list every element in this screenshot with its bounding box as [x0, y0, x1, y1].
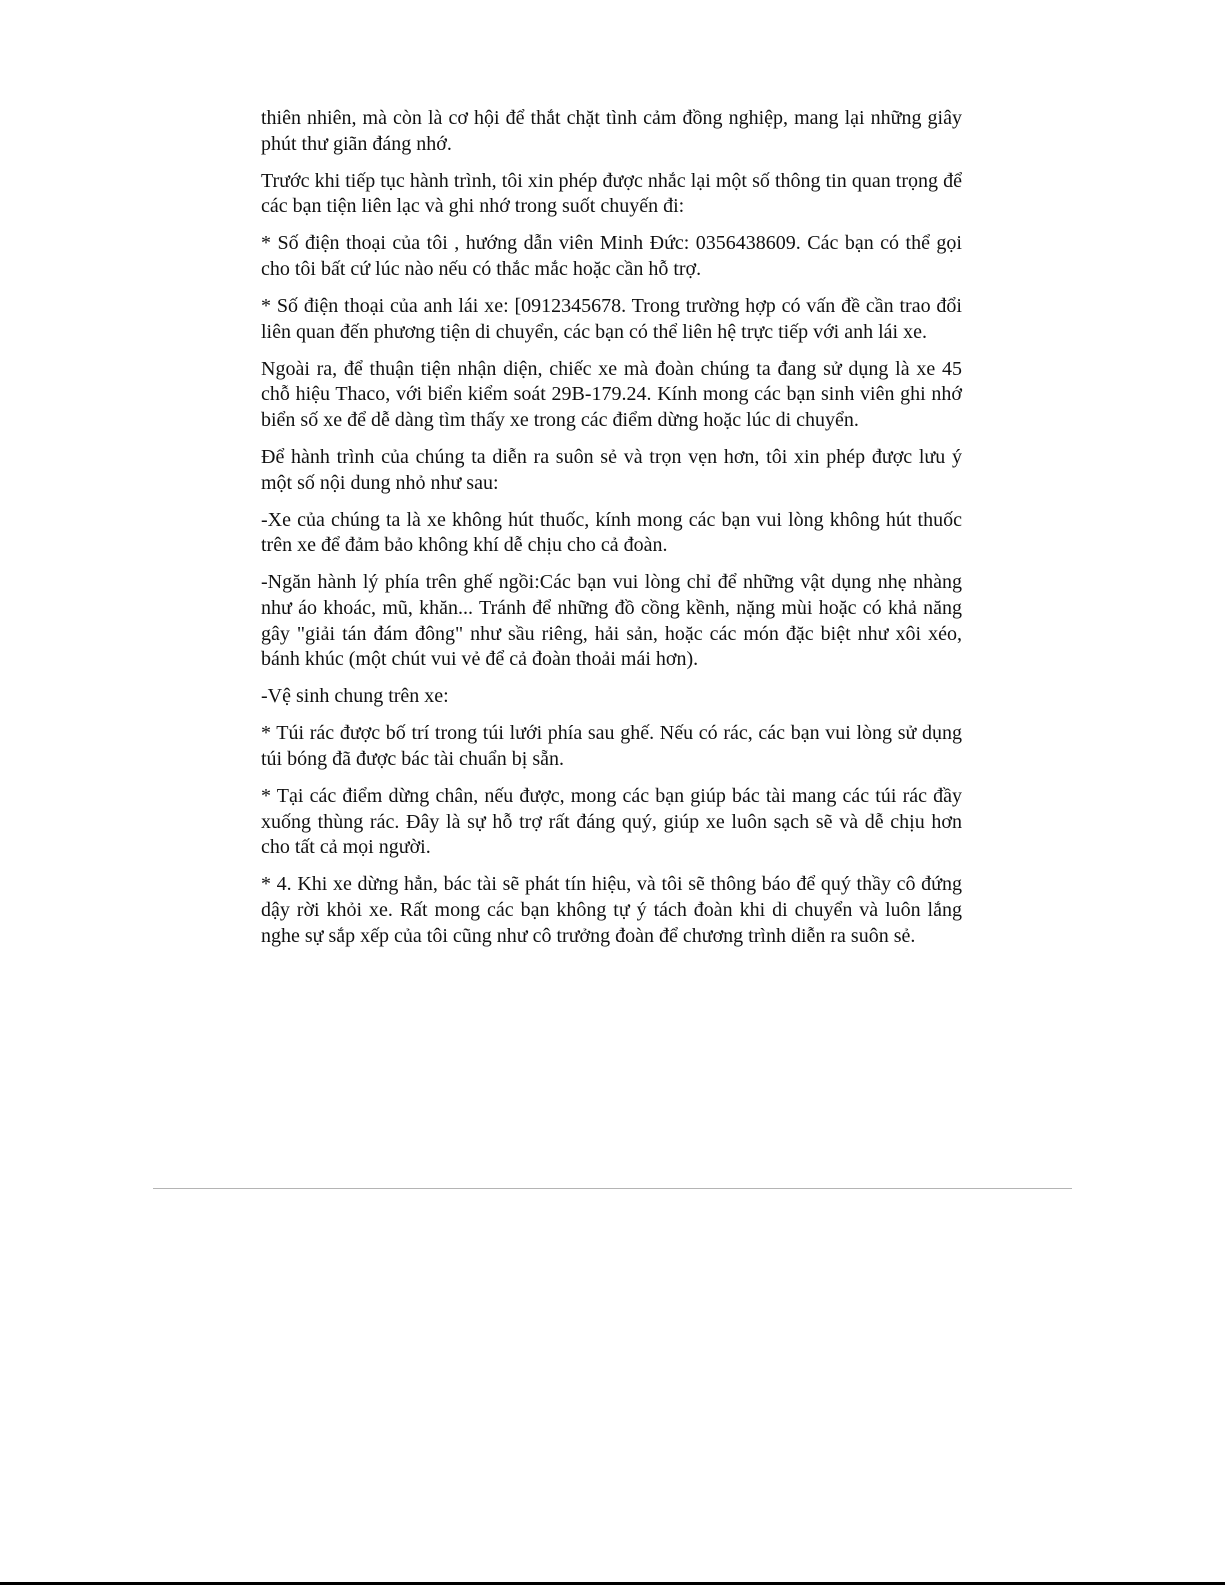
paragraph-driver-phone: * Số điện thoại của anh lái xe: [0912345678. Trong trường hợp có vấn đề cần trao đổi liên quan đến phương tiện di chuyển, các bạn có thể liên hệ trực tiếp với anh lái xe.: [261, 295, 962, 343]
paragraph-luggage-rack: -Ngăn hành lý phía trên ghế ngồi:Các bạn vui lòng chỉ để những vật dụng nhẹ nhàng như áo khoác, mũ, khăn... Tránh để những đồ cồng kềnh, nặng mùi hoặc có khả năng gây "giải tán đám đông" như sầu riêng, hải sản, hoặc các món đặc biệt như xôi xéo, bánh khúc (một chút vui vẻ để cả đoàn thoải mái hơn).: [261, 571, 962, 671]
paragraph-guide-phone: * Số điện thoại của tôi , hướng dẫn viên Minh Đức: 0356438609. Các bạn có thể gọi cho tôi bất cứ lúc nào nếu có thắc mắc hoặc cần hỗ trợ.: [261, 232, 962, 280]
document-body: [261, 106, 962, 961]
page-break-divider: [153, 1188, 1072, 1189]
paragraph-exit-bus: * 4. Khi xe dừng hẳn, bác tài sẽ phát tín hiệu, và tôi sẽ thông báo để quý thầy cô đứng dậy rời khỏi xe. Rất mong các bạn không tự ý tách đoàn khi di chuyển và luôn lắng nghe sự sắp xếp của tôi cũng như cô trưởng đoàn để chương trình diễn ra suôn sẻ.: [261, 873, 962, 947]
paragraph-bus-info: Ngoài ra, để thuận tiện nhận diện, chiếc xe mà đoàn chúng ta đang sử dụng là xe 45 chỗ hiệu Thaco, với biển kiểm soát 29B-179.24. Kính mong các bạn sinh viên ghi nhớ biển số xe để dễ dàng tìm thấy xe trong các điểm dừng hoặc lúc di chuyển.: [261, 357, 962, 431]
paragraph-contact-intro: Trước khi tiếp tục hành trình, tôi xin phép được nhắc lại một số thông tin quan trọng để các bạn tiện liên lạc và ghi nhớ trong suốt chuyến đi:: [261, 169, 962, 218]
paragraph-no-smoking: -Xe của chúng ta là xe không hút thuốc, kính mong các bạn vui lòng không hút thuốc trên xe để đảm bảo không khí dễ chịu cho cả đoàn.: [261, 508, 962, 557]
paragraph-hygiene-heading: -Vệ sinh chung trên xe:: [261, 685, 449, 708]
paragraph-trash-stops: * Tại các điểm dừng chân, nếu được, mong các bạn giúp bác tài mang các túi rác đầy xuống thùng rác. Đây là sự hỗ trợ rất đáng quý, giúp xe luôn sạch sẽ và dễ chịu hơn cho tất cả mọi người.: [261, 785, 962, 859]
paragraph-trash-bags: * Túi rác được bố trí trong túi lưới phía sau ghế. Nếu có rác, các bạn vui lòng sử dụng túi bóng đã được bác tài chuẩn bị sẵn.: [261, 722, 962, 770]
paragraph-notes-intro: Để hành trình của chúng ta diễn ra suôn sẻ và trọn vẹn hơn, tôi xin phép được lưu ý một số nội dung nhỏ như sau:: [261, 446, 962, 494]
paragraph-nature-closing: thiên nhiên, mà còn là cơ hội để thắt chặt tình cảm đồng nghiệp, mang lại những giây phút thư giãn đáng nhớ.: [261, 107, 962, 155]
